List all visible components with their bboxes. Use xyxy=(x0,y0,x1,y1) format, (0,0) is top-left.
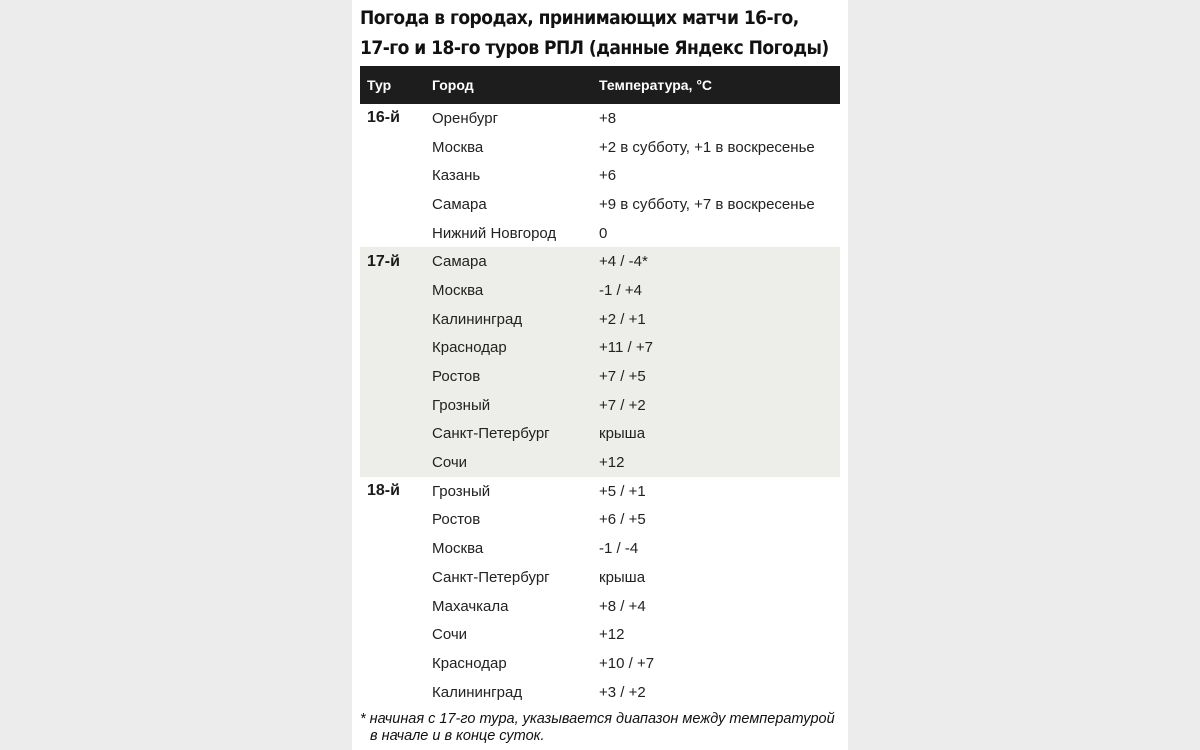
table-row xyxy=(360,133,840,162)
temperature-cell: +12 xyxy=(599,626,625,644)
city-cell: Калининград xyxy=(432,683,523,701)
city-cell: Санкт-Петербург xyxy=(432,568,550,586)
table-row xyxy=(360,219,840,248)
round-label: 16-й xyxy=(367,109,400,127)
city-cell: Грозный xyxy=(432,391,599,420)
footnote-line-1: * начиная с 17-го тура, указывается диапазон между температурой xyxy=(360,711,835,727)
city-cell: Санкт-Петербург xyxy=(432,420,599,449)
round-cell-empty xyxy=(360,678,432,707)
temperature-cell: +4 / -4* xyxy=(599,247,840,276)
table-row xyxy=(360,391,840,420)
footnote xyxy=(360,711,848,745)
table-body xyxy=(360,104,840,706)
temperature-cell: +12 xyxy=(599,448,840,477)
table-row xyxy=(360,678,840,707)
table-row xyxy=(360,104,840,133)
table-row xyxy=(360,620,840,649)
round-cell-empty xyxy=(360,133,432,162)
temperature-cell: +10 / +7 xyxy=(599,654,655,672)
city-cell: Краснодар xyxy=(432,654,507,672)
round-cell-empty xyxy=(360,362,432,391)
round-cell-empty xyxy=(360,592,432,621)
temperature-cell: крыша xyxy=(599,568,646,586)
city-cell: Махачкала xyxy=(432,597,509,615)
city-cell: Краснодар xyxy=(432,334,599,363)
temperature-cell: +8 / +4 xyxy=(599,597,646,615)
table-row xyxy=(360,334,840,363)
header-temperature: Температура, °C xyxy=(599,66,840,104)
city-cell: Самара xyxy=(432,195,487,213)
city-cell: Оренбург xyxy=(432,109,499,127)
temperature-cell: +2 / +1 xyxy=(599,305,840,334)
temperature-cell: +3 / +2 xyxy=(599,683,646,701)
table-row xyxy=(360,534,840,563)
table-row xyxy=(360,592,840,621)
round-cell-empty xyxy=(360,448,432,477)
weather-table-container xyxy=(360,66,840,706)
round-cell-empty xyxy=(360,219,432,248)
table-row xyxy=(360,420,840,449)
header-round: Тур xyxy=(360,66,432,104)
city-cell: Ростов xyxy=(432,511,481,529)
table-header-row xyxy=(360,66,840,104)
table-row xyxy=(360,305,840,334)
temperature-cell: +5 / +1 xyxy=(599,482,646,500)
temperature-cell: -1 / -4 xyxy=(599,540,639,558)
city-cell: Нижний Новгород xyxy=(432,224,557,242)
table-row xyxy=(360,161,840,190)
round-cell-empty xyxy=(360,620,432,649)
temperature-cell: +8 xyxy=(599,109,617,127)
round-cell-empty xyxy=(360,334,432,363)
temperature-cell: +6 / +5 xyxy=(599,511,646,529)
temperature-cell: +7 / +2 xyxy=(599,391,840,420)
title-line-2: 17-го и 18-го туров РПЛ (данные Яндекс Погоды) xyxy=(360,37,829,59)
round-cell-empty xyxy=(360,506,432,535)
table-row xyxy=(360,477,840,506)
temperature-cell: +9 в субботу, +7 в воскресенье xyxy=(599,195,815,213)
city-cell: Грозный xyxy=(432,482,491,500)
city-cell: Москва xyxy=(432,276,599,305)
round-cell-empty xyxy=(360,563,432,592)
temperature-cell: 0 xyxy=(599,224,608,242)
temperature-cell: -1 / +4 xyxy=(599,276,840,305)
city-cell: Москва xyxy=(432,138,484,156)
city-cell: Казань xyxy=(432,167,481,185)
round-label: 17-й xyxy=(360,247,432,276)
city-cell: Москва xyxy=(432,540,484,558)
city-cell: Ростов xyxy=(432,362,599,391)
round-cell-empty xyxy=(360,649,432,678)
round-label: 18-й xyxy=(367,482,400,500)
weather-table xyxy=(360,66,840,706)
table-row xyxy=(360,649,840,678)
table-row xyxy=(360,563,840,592)
temperature-cell: крыша xyxy=(599,420,840,449)
table-row xyxy=(360,190,840,219)
city-cell: Сочи xyxy=(432,448,599,477)
temperature-cell: +11 / +7 xyxy=(599,334,840,363)
infographic-card xyxy=(352,0,848,750)
table-row xyxy=(360,276,840,305)
temperature-cell: +2 в субботу, +1 в воскресенье xyxy=(599,138,815,156)
round-cell-empty xyxy=(360,190,432,219)
city-cell: Сочи xyxy=(432,626,468,644)
infographic-title xyxy=(360,3,829,63)
table-row xyxy=(360,506,840,535)
round-cell-empty xyxy=(360,391,432,420)
round-cell-empty xyxy=(360,161,432,190)
round-cell-empty xyxy=(360,305,432,334)
round-cell-empty xyxy=(360,534,432,563)
city-cell: Калининград xyxy=(432,305,599,334)
round-cell-empty xyxy=(360,276,432,305)
title-line-1: Погода в городах, принимающих матчи 16-го, xyxy=(360,7,799,29)
city-cell: Самара xyxy=(432,247,599,276)
header-city: Город xyxy=(432,66,599,104)
temperature-cell: +6 xyxy=(599,167,617,185)
table-row xyxy=(360,362,840,391)
table-row xyxy=(360,448,840,477)
round-cell-empty xyxy=(360,420,432,449)
footnote-line-2: в начале и в конце суток. xyxy=(370,728,545,744)
table-row xyxy=(360,247,840,276)
temperature-cell: +7 / +5 xyxy=(599,362,840,391)
